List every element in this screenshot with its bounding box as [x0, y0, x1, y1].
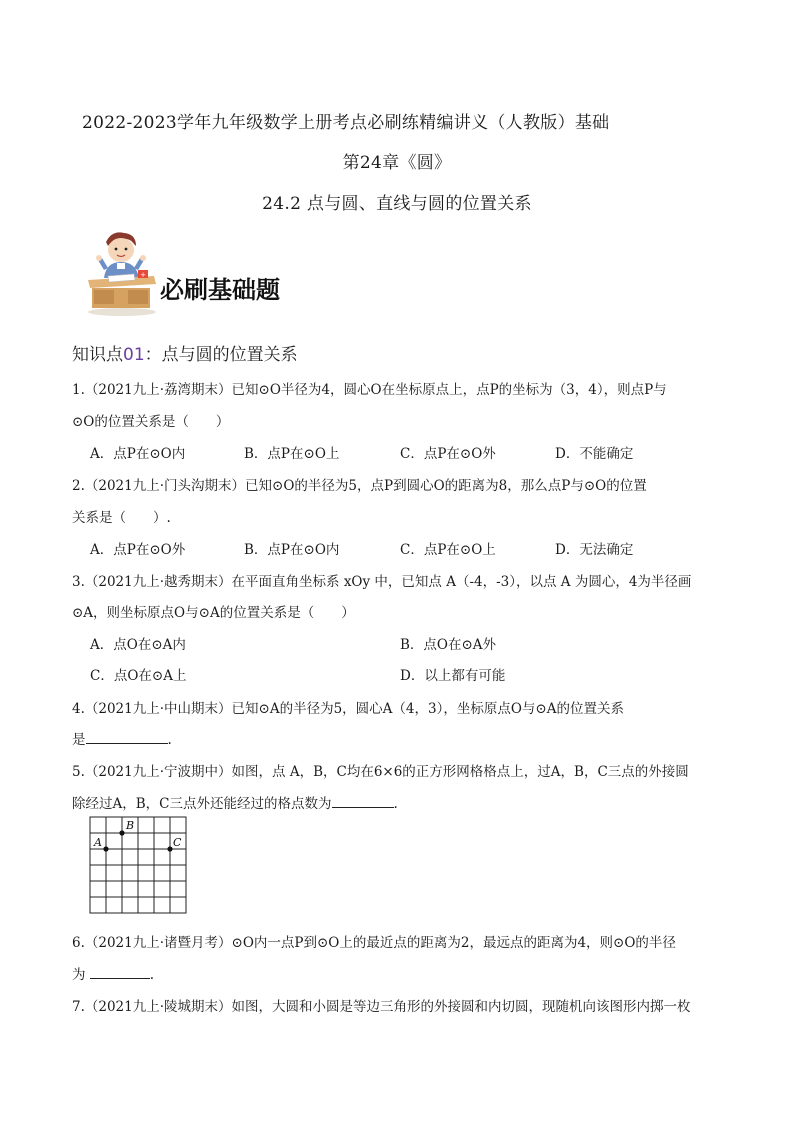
question-6-line1: 6.（2021九上·诸暨月考）⊙O内一点P到⊙O上的最近点的距离为2，最远点的距离为4，则⊙O的半径: [72, 935, 676, 951]
kp-number: 01: [123, 345, 145, 365]
question-4-line1: 4.（2021九上·中山期末）已知⊙A的半径为5，圆心A（4，3），坐标原点O与⊙A的位置关系: [72, 701, 624, 717]
q2-option-d: D．无法确定: [555, 542, 634, 558]
kp-title: ：点与圆的位置关系: [144, 345, 298, 365]
q1-option-c: C．点P在⊙O外: [400, 446, 496, 462]
question-2-line2: 关系是（ ）.: [72, 510, 171, 526]
q2-option-c: C．点P在⊙O上: [400, 542, 496, 558]
question-2-line1: 2.（2021九上·门头沟期末）已知⊙O的半径为5，点P到圆心O的距离为8，那么点P与⊙O的位置: [72, 478, 647, 494]
label-c: C: [173, 836, 182, 849]
q3-option-c: C．点O在⊙A上: [90, 668, 187, 684]
q6-period: .: [149, 967, 155, 983]
chapter-title: 第24章《圆》: [342, 153, 452, 173]
q2-option-b: B．点P在⊙O内: [244, 542, 340, 558]
q6-answer-blank[interactable]: [90, 964, 150, 979]
q1-option-d: D．不能确定: [555, 446, 634, 462]
question-5-line1: 5.（2021九上·宁波期中）如图，点 A，B，C均在6×6的正方形网格格点上，过A，B，C三点的外接圆: [72, 764, 689, 780]
q3-option-d: D．以上都有可能: [400, 668, 506, 684]
svg-text:+: +: [140, 271, 146, 279]
q5-answer-blank[interactable]: [332, 793, 394, 808]
doc-title: 2022-2023学年九年级数学上册考点必刷练精编讲义（人教版）基础: [82, 113, 610, 133]
grid-point-a: [103, 846, 108, 851]
question-3-line1: 3.（2021九上·越秀期末）在平面直角坐标系 xOy 中，已知点 A（-4，-3），以点 A 为圆心，4为半径画: [72, 574, 692, 590]
q4-prefix: 是: [72, 732, 86, 748]
q5-prefix: 除经过A，B，C三点外还能经过的格点数为: [72, 796, 332, 812]
question-4-line2: [72, 728, 172, 748]
q6-prefix: 为: [72, 967, 86, 983]
question-1-line2: ⊙O的位置关系是（ ）: [72, 414, 230, 430]
q3-option-b: B．点O在⊙A外: [400, 637, 497, 653]
q4-answer-blank[interactable]: [86, 729, 168, 744]
student-at-desk-icon: [86, 230, 158, 318]
q5-period: .: [393, 796, 398, 812]
label-a: A: [94, 836, 102, 849]
label-b: B: [126, 819, 135, 832]
q1-option-b: B．点P在⊙O上: [244, 446, 340, 462]
q3-option-a: A．点O在⊙A内: [90, 637, 186, 653]
question-7-line1: 7.（2021九上·陵城期末）如图，大圆和小圆是等边三角形的外接圆和内切圆，现随机向该图形内掷一枚: [72, 999, 691, 1015]
knowledge-point-heading: [72, 340, 298, 365]
question-5-line2: [72, 792, 398, 812]
q1-option-a: A．点P在⊙O内: [90, 446, 186, 462]
q4-period: .: [167, 732, 172, 748]
question-3-line2: ⊙A，则坐标原点O与⊙A的位置关系是（ ）: [72, 605, 355, 621]
question-6-line2: [72, 963, 154, 983]
badge-title: 必刷基础题: [160, 275, 280, 304]
grid-figure: [86, 815, 192, 923]
section-title: 24.2 点与圆、直线与圆的位置关系: [262, 194, 532, 214]
kp-prefix: 知识点: [72, 345, 123, 365]
q2-option-a: A．点P在⊙O外: [90, 542, 186, 558]
grid-point-c: [167, 846, 172, 851]
grid-point-b: [119, 830, 124, 835]
question-1-line1: 1.（2021九上·荔湾期末）已知⊙O半径为4，圆心O在坐标原点上，点P的坐标为（3，4），则点P与: [72, 382, 667, 398]
